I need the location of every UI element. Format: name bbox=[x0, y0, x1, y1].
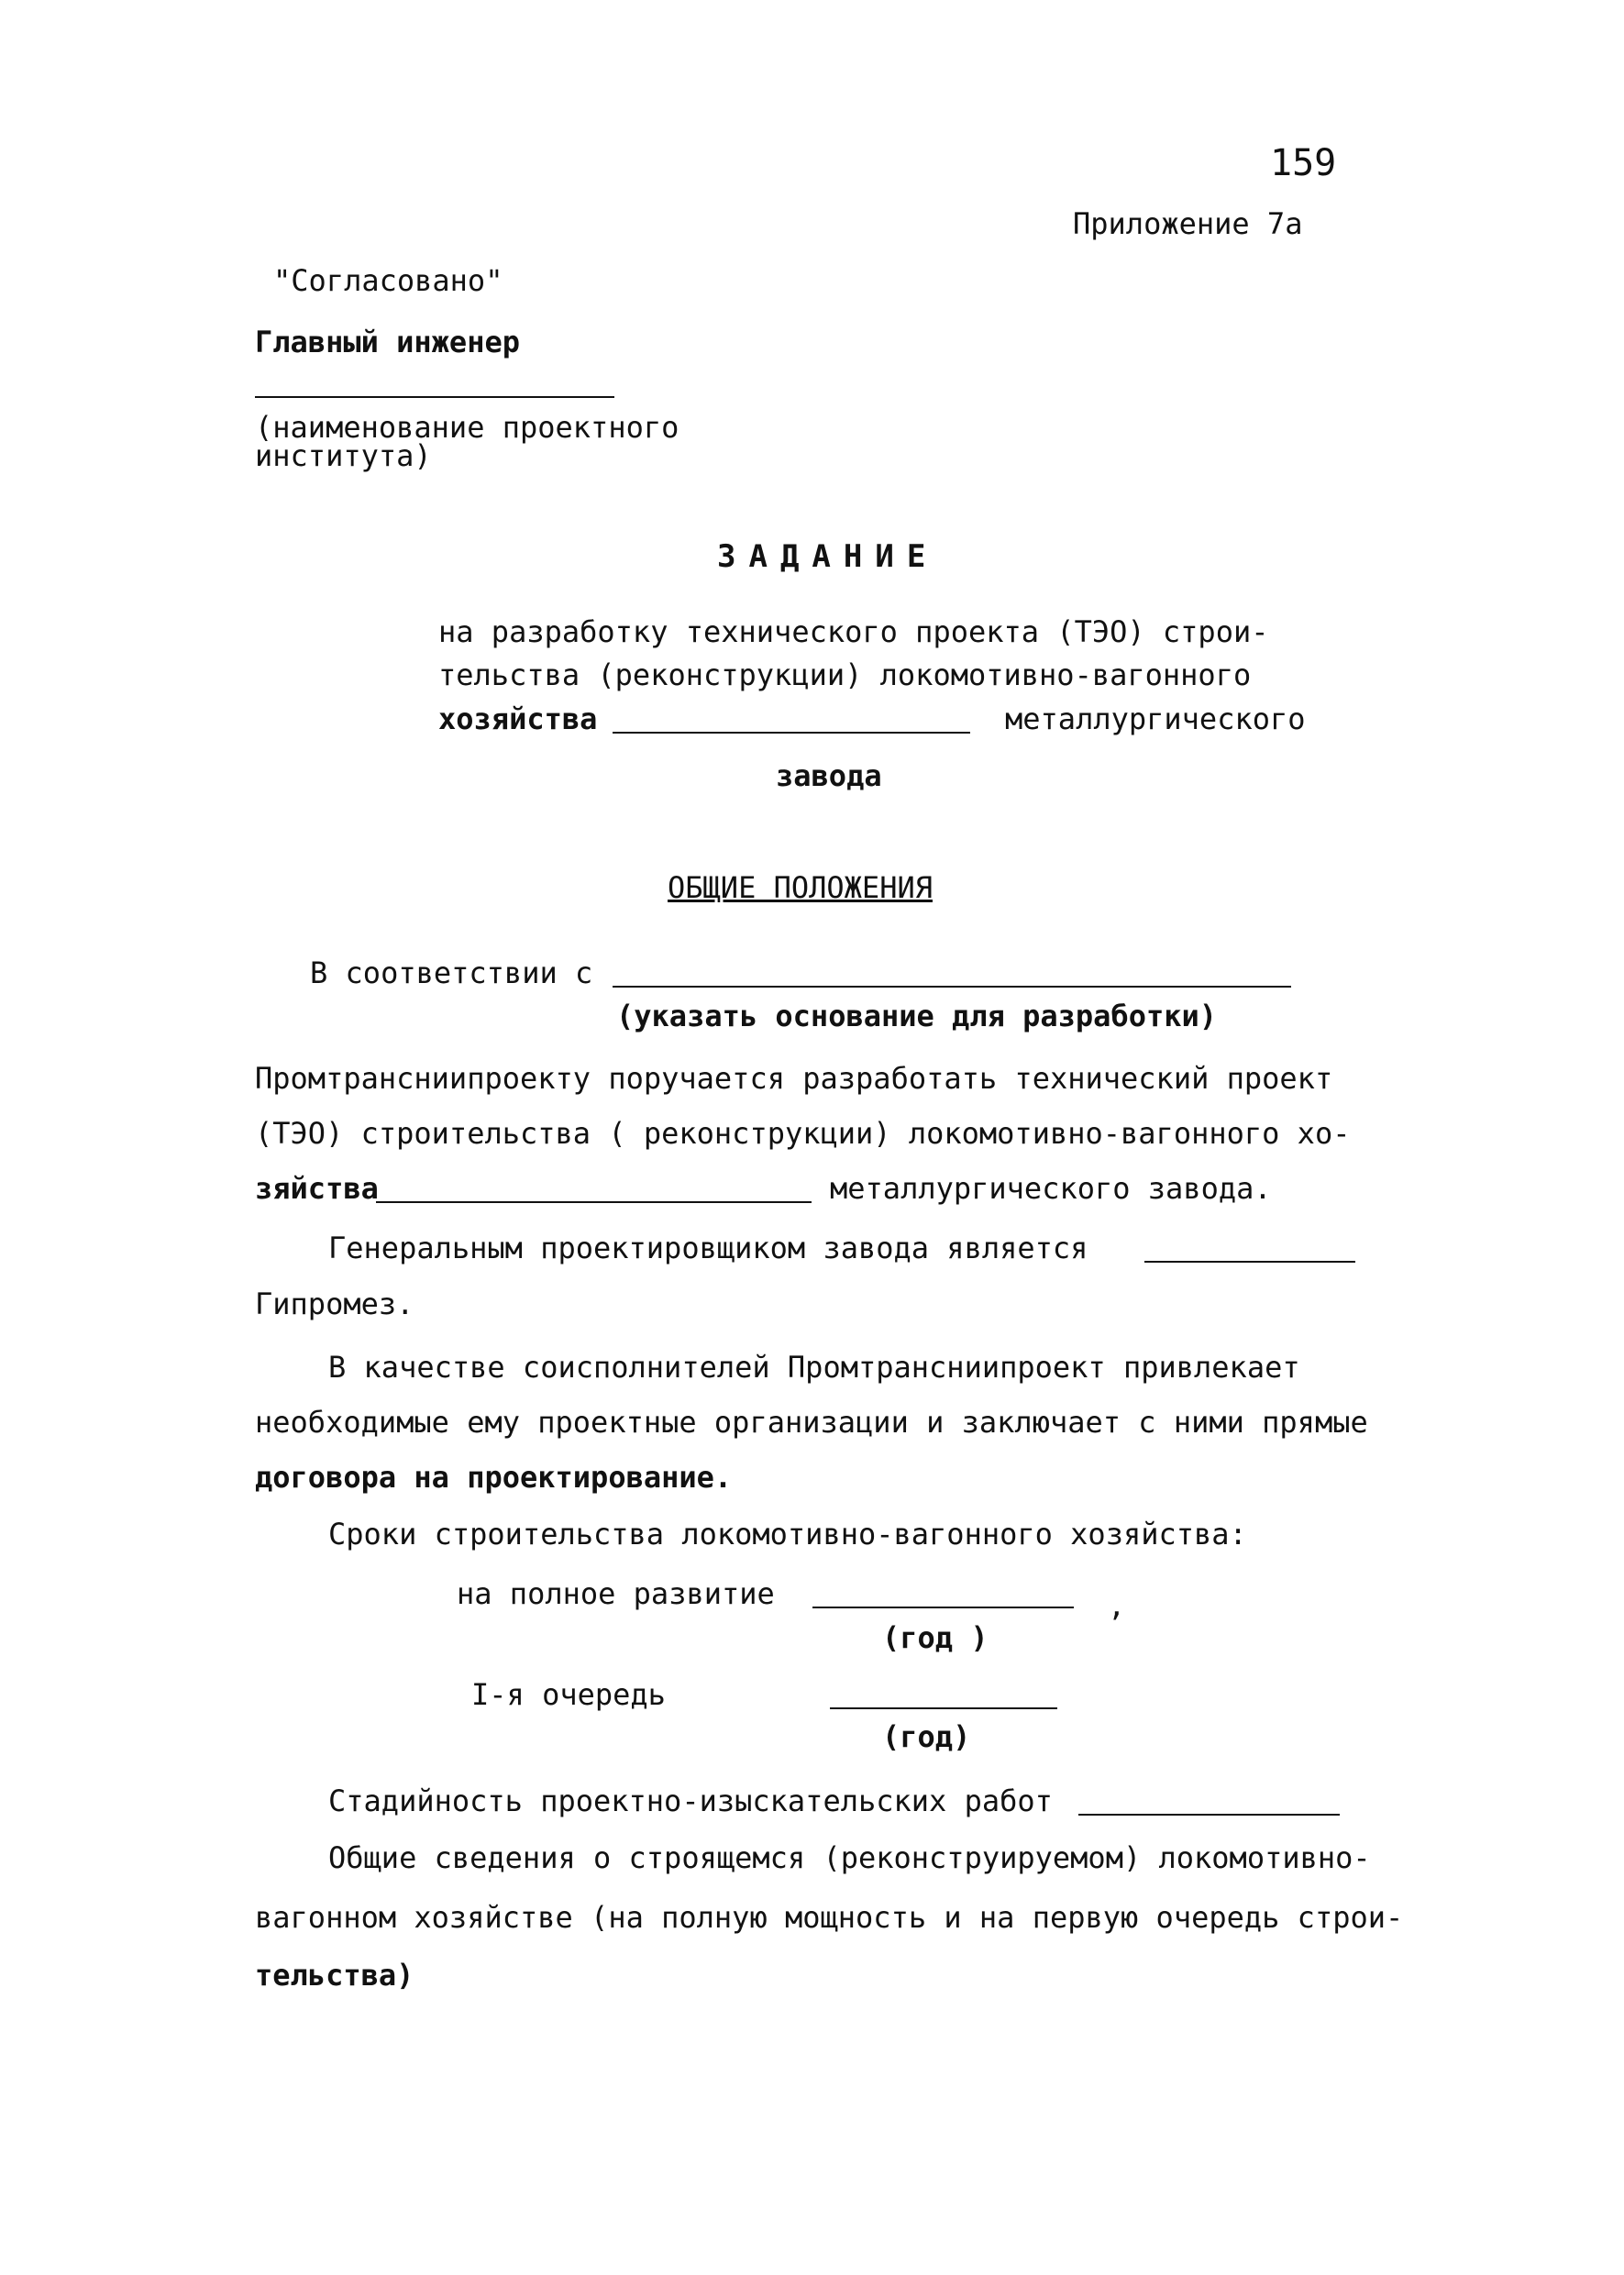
p3-line2: Гипромез. bbox=[255, 1287, 414, 1321]
p4-line2: необходимые ему проектные организации и заключает с ними прямые bbox=[255, 1405, 1368, 1440]
p2-line3-blank[interactable] bbox=[376, 1201, 812, 1203]
document-heading: ЗАДАНИЕ bbox=[717, 538, 939, 575]
p2-line3-left: зяйства bbox=[255, 1171, 379, 1206]
title-line1: на разработку технического проекта (ТЭО) строи- bbox=[438, 614, 1269, 649]
approval-note-line2: института) bbox=[255, 438, 432, 473]
approval-position: Главный инженер bbox=[255, 325, 520, 359]
p6-line3: тельства) bbox=[255, 1958, 414, 1993]
title-line3-left: хозяйства bbox=[438, 701, 598, 736]
staging-blank[interactable] bbox=[1078, 1814, 1340, 1816]
p2-line2: (ТЭО) строительства ( реконструкции) локомотивно-вагонного хо- bbox=[255, 1116, 1351, 1151]
p6-line2: вагонном хозяйстве (на полную мощность и на первую очередь строи- bbox=[255, 1900, 1404, 1935]
first-stage-note: (год) bbox=[882, 1719, 971, 1754]
p2-line3-right: металлургического завода. bbox=[830, 1171, 1272, 1206]
p3-line1: Генеральным проектировщиком завода является bbox=[328, 1231, 1088, 1265]
full-dev-comma: , bbox=[1108, 1588, 1126, 1623]
full-dev-label: на полное развитие bbox=[457, 1576, 775, 1611]
p2-line1: Промтрансниипроекту поручается разработать технический проект bbox=[255, 1061, 1333, 1096]
p1-start: В соответствии с bbox=[310, 955, 593, 990]
first-stage-label: I-я очередь bbox=[471, 1677, 666, 1712]
p4-line1: В качестве соисполнителей Промтрансниипроект привлекает bbox=[328, 1350, 1300, 1385]
approval-note-line1: (наименование проектного bbox=[255, 410, 679, 445]
title-line4: завода bbox=[776, 758, 882, 793]
title-line3-right: металлургического bbox=[1005, 701, 1306, 736]
section-heading: ОБЩИЕ ПОЛОЖЕНИЯ bbox=[668, 870, 933, 905]
p3-blank[interactable] bbox=[1144, 1261, 1355, 1263]
basis-note: (указать основание для разработки) bbox=[616, 999, 1218, 1033]
institute-name-blank[interactable] bbox=[255, 396, 614, 398]
p6-line1: Общие сведения о строящемся (реконструируемом) локомотивно- bbox=[328, 1840, 1371, 1875]
staging-label: Стадийность проектно-изыскательских работ bbox=[328, 1784, 1053, 1818]
basis-blank[interactable] bbox=[613, 986, 1291, 988]
full-dev-blank[interactable] bbox=[812, 1607, 1074, 1608]
appendix-label: Приложение 7а bbox=[1073, 206, 1303, 241]
p4-line3: договора на проектирование. bbox=[255, 1460, 733, 1495]
approval-agreed: "Согласовано" bbox=[273, 263, 503, 298]
title-line2: тельства (реконструкции) локомотивно-вагонного bbox=[438, 657, 1252, 692]
page-number: 159 bbox=[1270, 142, 1337, 184]
p5-line1: Сроки строительства локомотивно-вагонного хозяйства: bbox=[328, 1517, 1247, 1552]
full-dev-note: (год ) bbox=[882, 1620, 989, 1655]
title-line3-blank[interactable] bbox=[613, 732, 970, 734]
first-stage-blank[interactable] bbox=[830, 1707, 1057, 1709]
